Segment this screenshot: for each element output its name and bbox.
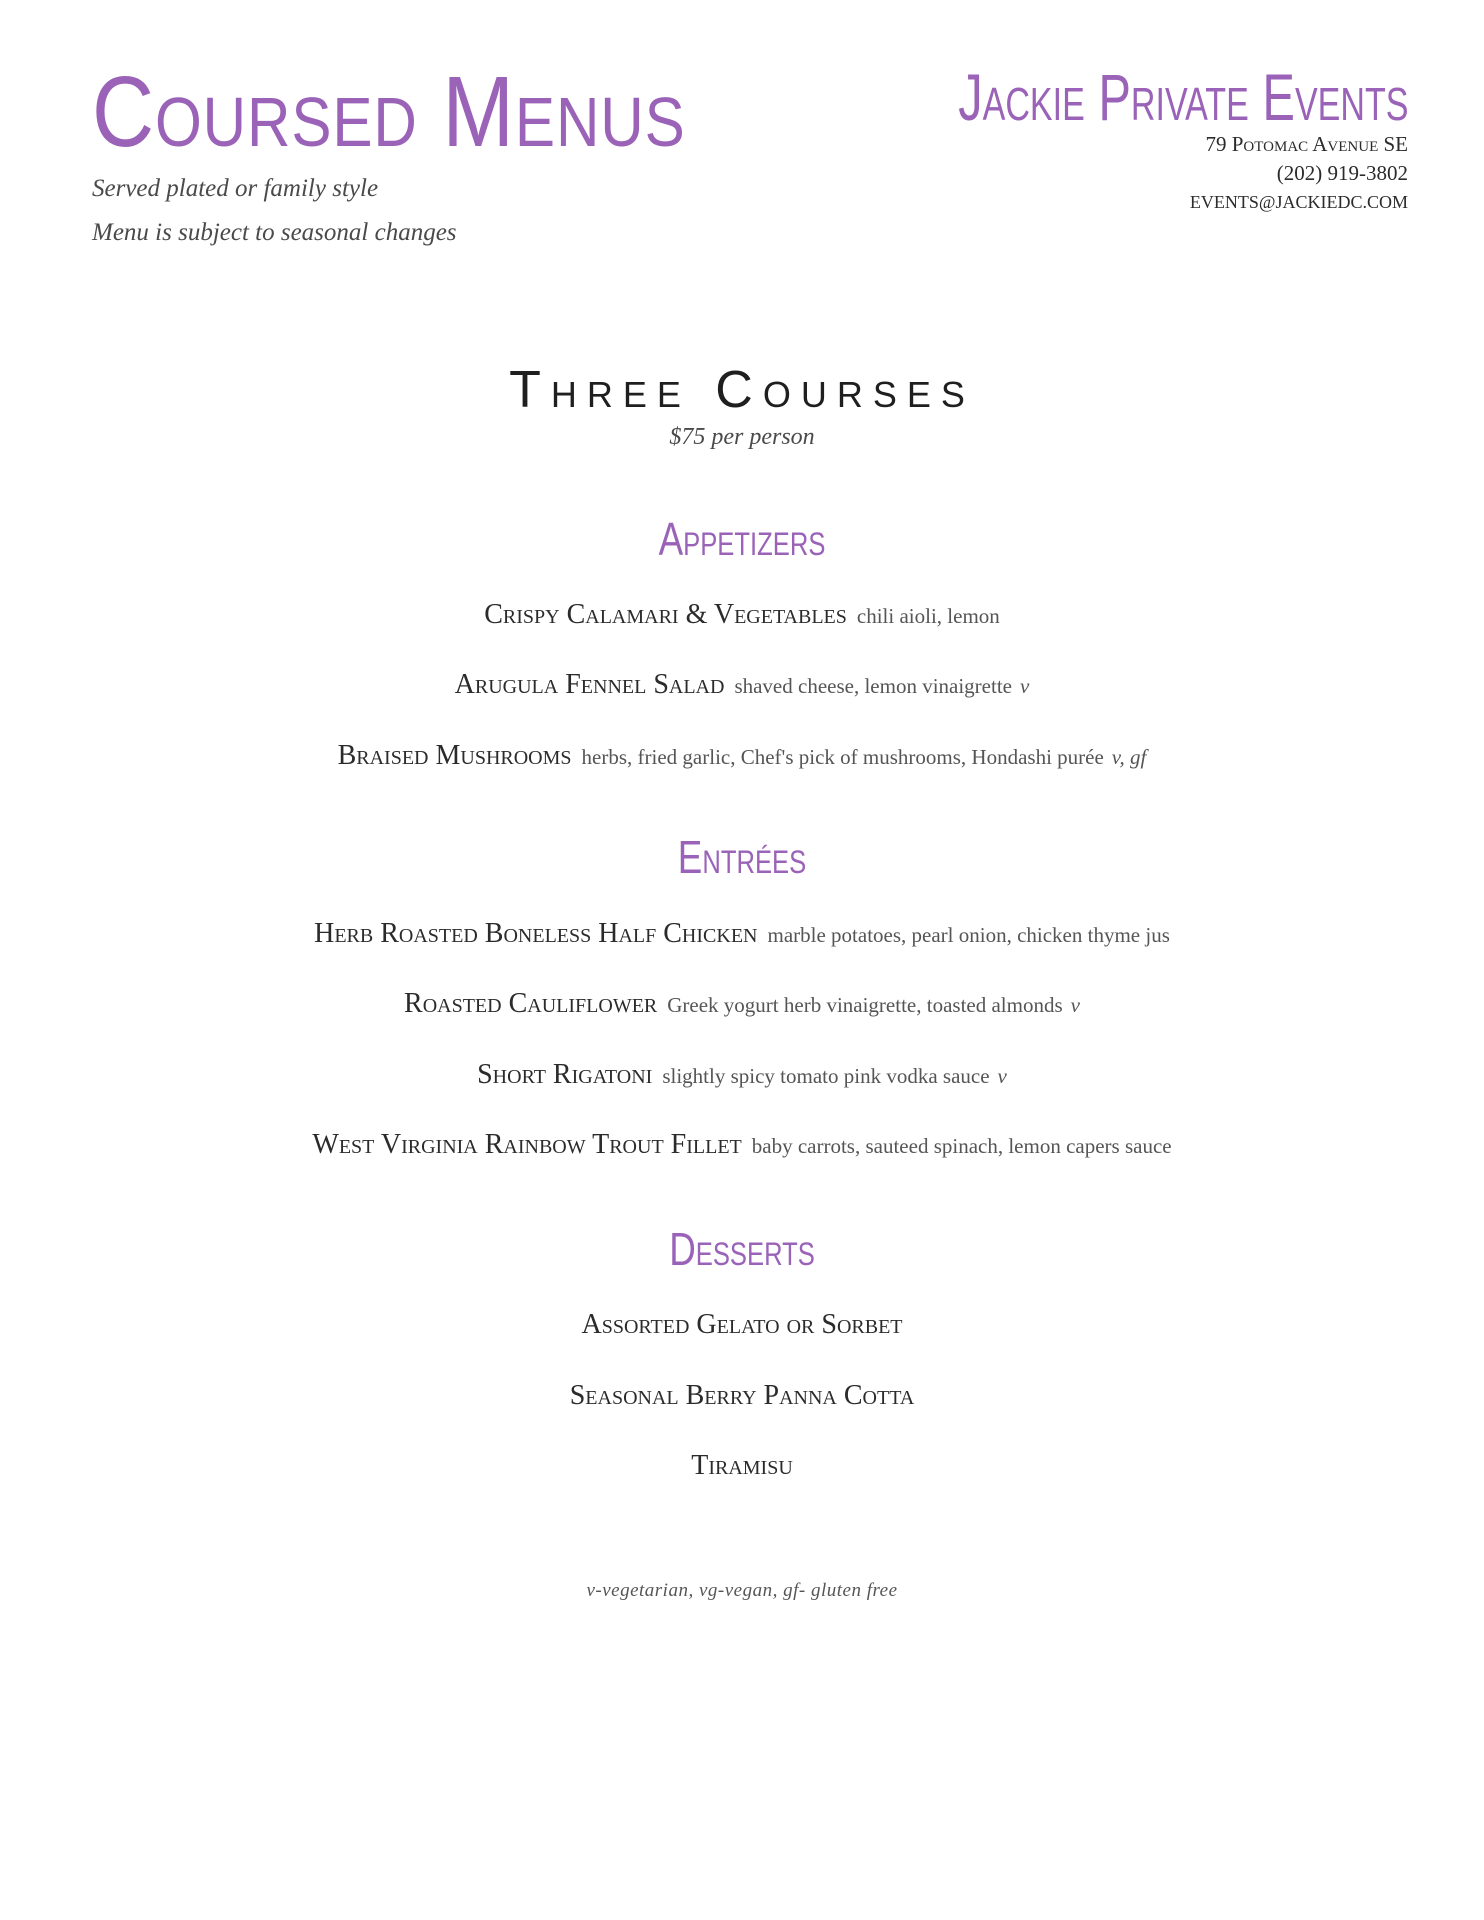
contact-block (800, 60, 1408, 217)
menu-item (0, 917, 1484, 952)
contact-address: 79 Potomac Avenue SE (1205, 132, 1408, 156)
menu-item (0, 739, 1484, 774)
page-title: Coursed Menus (92, 56, 686, 168)
menu-item-name: West Virginia Rainbow Trout Fillet (312, 1129, 742, 1160)
menu-item-description: baby carrots, sauteed spinach, lemon capers sauce (751, 1134, 1172, 1158)
menu-item (0, 1449, 1484, 1484)
menu-item (0, 1379, 1484, 1414)
menu-item-name: Roasted Cauliflower (404, 988, 658, 1019)
section-title-entrees: Entrées (677, 831, 807, 883)
menu-item-name: Tiramisu (691, 1450, 793, 1481)
dietary-tag: v (1020, 674, 1030, 698)
menu-item (0, 1308, 1484, 1343)
dietary-tag: v (997, 1064, 1007, 1088)
menu-header (92, 56, 782, 250)
section-title-appetizers: Appetizers (658, 513, 826, 565)
menu-item (0, 1128, 1484, 1163)
tagline-service-style: Served plated or family style (92, 175, 379, 202)
menu-item-name: Assorted Gelato or Sorbet (581, 1309, 903, 1340)
dietary-legend: v-vegetarian, vg-vegan, gf- gluten free (586, 1580, 898, 1601)
course-price: $75 per person (669, 424, 815, 450)
menu-item (0, 987, 1484, 1022)
contact-phone: (202) 919-3802 (1276, 161, 1408, 185)
menu-item-description: Greek yogurt herb vinaigrette, toasted almonds (667, 993, 1063, 1017)
menu-item-name: Braised Mushrooms (337, 740, 572, 771)
menu-item-description: marble potatoes, pearl onion, chicken thyme jus (767, 923, 1170, 947)
menu-item-name: Seasonal Berry Panna Cotta (569, 1380, 915, 1411)
menu-item-name: Herb Roasted Boneless Half Chicken (314, 918, 758, 949)
menu-item (0, 1058, 1484, 1093)
menu-item-name: Short Rigatoni (477, 1059, 653, 1090)
dietary-tag: v, gf (1111, 745, 1147, 769)
brand-name: Jackie Private Events (957, 60, 1408, 134)
menu-item-description: shaved cheese, lemon vinaigrette (734, 674, 1012, 698)
course-title: Three Courses (509, 361, 975, 419)
menu-item (0, 668, 1484, 703)
menu-item-name: Arugula Fennel Salad (454, 669, 725, 700)
menu-item-description: chili aioli, lemon (856, 604, 1000, 628)
contact-email: EVENTS@JACKIEDC.COM (1189, 192, 1408, 212)
dietary-tag: v (1070, 993, 1080, 1017)
menu-item-description: slightly spicy tomato pink vodka sauce (662, 1064, 990, 1088)
menu-item (0, 598, 1484, 633)
tagline-seasonal-note: Menu is subject to seasonal changes (92, 219, 457, 246)
menu-item-name: Crispy Calamari & Vegetables (484, 599, 847, 630)
menu-item-description: herbs, fried garlic, Chef's pick of mushrooms, Hondashi purée (581, 745, 1104, 769)
section-title-desserts: Desserts (669, 1223, 815, 1275)
